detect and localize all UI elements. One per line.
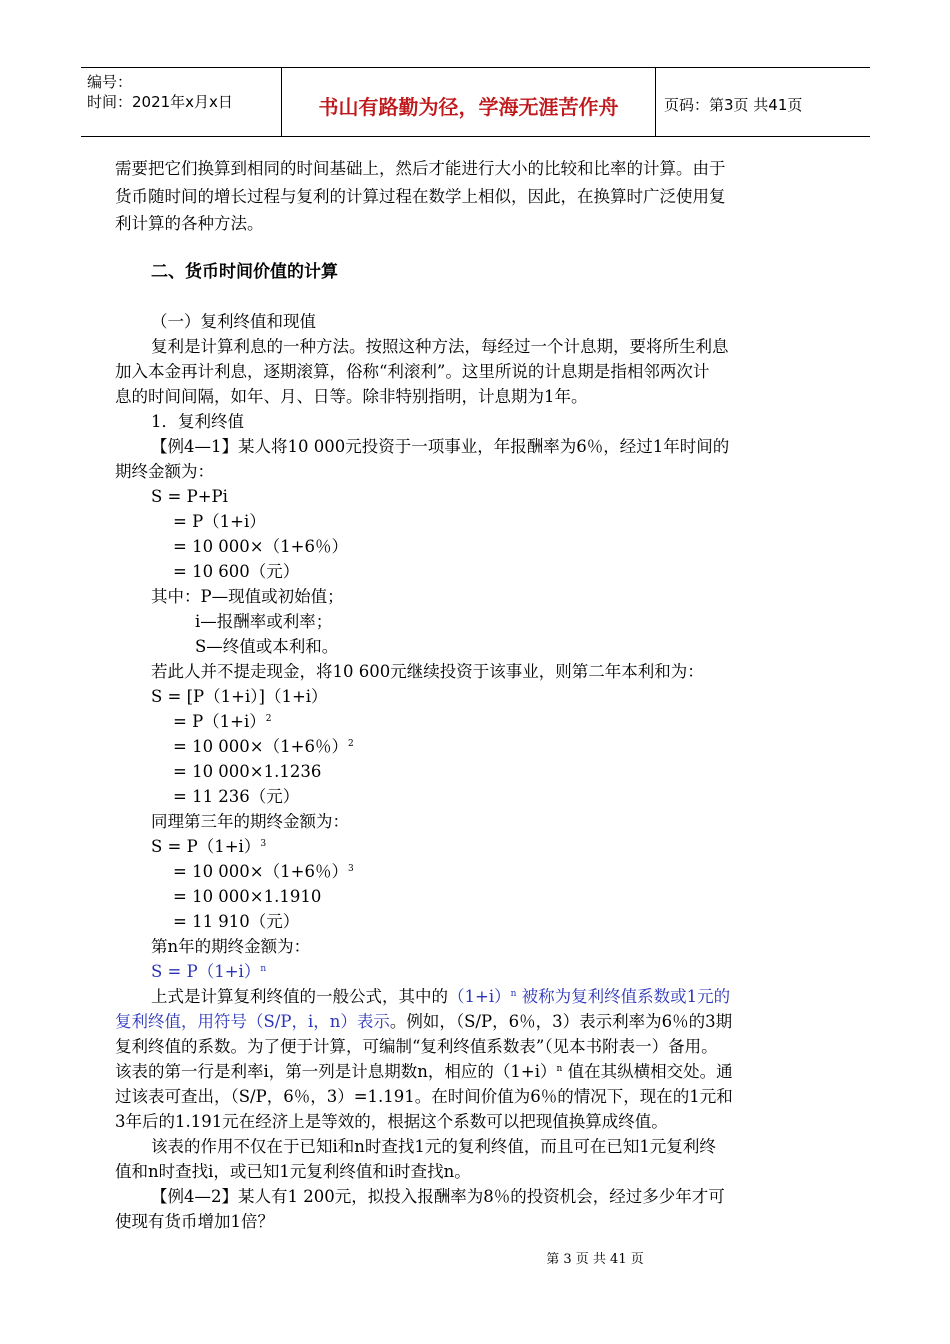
paragraph-line: 第n年的期终金额为： [151, 937, 311, 956]
formula-line: = 10 600（元） [173, 562, 300, 581]
definition-line: i—报酬率或利率； [195, 612, 333, 631]
header-motto: 书山有路勤为径，学海无涯苦作舟 [282, 68, 656, 136]
formula-line: = 10 000×1.1910 [173, 887, 322, 906]
paragraph-line: 需要把它们换算到相同的时间基础上，然后才能进行大小的比较和比率的计算。由于 [115, 159, 726, 178]
formula-line: = 11 910（元） [173, 912, 300, 931]
formula-line: S = P+Pi [151, 487, 228, 506]
formula-line: = 10 000×（1+6％） [173, 537, 348, 556]
definition-line: 其中：P—现值或初始值； [151, 587, 344, 606]
header-page-info: 页码：第3页 共41页 [664, 95, 803, 114]
formula-line: = 10 000×1.1236 [173, 762, 322, 781]
page-header [81, 67, 870, 137]
paragraph-line: 复利终值的系数。为了便于计算，可编制“复利终值系数表”（见本书附表一）备用。 [115, 1037, 718, 1056]
formula-line: = P（1+i） [173, 512, 266, 531]
formula-line: = 10 000×（1+6％）$^2$ [173, 737, 354, 756]
section-heading: 二、货币时间价值的计算 [151, 262, 338, 282]
example-line: 使现有货币增加1倍？ [115, 1212, 274, 1231]
paragraph-line: 3年后的1.191元在经济上是等效的，根据这个系数可以把现值换算成终值。 [115, 1112, 668, 1131]
paragraph-line: 货币随时间的增长过程与复利的计算过程在数学上相似，因此，在换算时广泛使用复 [115, 187, 726, 206]
paragraph-line: 息的时间间隔，如年、月、日等。除非特别指明，计息期为1年。 [115, 387, 588, 406]
formula-line: S = [P（1+i）]（1+i） [151, 687, 328, 706]
paragraph-line: 若此人并不提走现金，将10 600元继续投资于该事业，则第二年本利和为： [151, 662, 704, 681]
paragraph-line: 利计算的各种方法。 [115, 214, 264, 233]
page-footer: 第 3 页 共 41 页 [546, 1252, 644, 1267]
paragraph-line: 加入本金再计利息，逐期滚算，俗称“利滚利”。这里所说的计息期是指相邻两次计 [115, 362, 710, 381]
paragraph-line: 上式是计算复利终值的一般公式，其中的$(1+i)^n$ 被称为复利终值系数或1元的 [151, 987, 731, 1006]
example-line: 【例4—1】某人将10 000元投资于一项事业，年报酬率为6％，经过1年时间的 [151, 437, 730, 456]
paragraph-line: 过该表可查出，（S/P，6％，3）=1.191。在时间价值为6％的情况下，现在的1元和 [115, 1087, 733, 1106]
header-meta [81, 68, 282, 136]
paragraph-line: 值和n时查找i，或已知1元复利终值和i时查找n。 [115, 1162, 471, 1181]
example-line: 【例4—2】某人有1 200元，拟投入报酬率为8％的投资机会，经过多少年才可 [151, 1187, 725, 1206]
paragraph-line: 复利终值，用符号（S/P，i，n）表示。例如，（S/P，6％，3）表示利率为6％的3期 [115, 1012, 733, 1031]
number-label: 编号： [87, 73, 133, 91]
general-formula: $S = P(1+i)^n$ [151, 962, 267, 981]
formula-line: = 11 236（元） [173, 787, 300, 806]
example-line: 期终金额为： [115, 462, 214, 481]
time-label: 时间：2021年x月x日 [87, 93, 233, 111]
formula-line: = 10 000×（1+6％）$^3$ [173, 862, 354, 881]
paragraph-line: 同理第三年的期终金额为： [151, 812, 349, 831]
paragraph-line: 该表的第一行是利率i，第一列是计息期数n，相应的$(1+i)^n$ 值在其纵横相交处。通 [115, 1062, 733, 1081]
paragraph-line: 该表的作用不仅在于已知i和n时查找1元的复利终值，而且可在已知1元复利终 [151, 1137, 716, 1156]
definition-line: S—终值或本利和。 [195, 637, 339, 656]
paragraph-line: 复利是计算利息的一种方法。按照这种方法，每经过一个计息期，要将所生利息 [151, 337, 729, 356]
subsection-heading: （一）复利终值和现值 [151, 312, 316, 331]
formula-line: $S = P(1+i)^3$ [151, 837, 267, 856]
formula-line: = $P(1+i)^2$ [173, 712, 272, 731]
item-heading: 1．复利终值 [151, 412, 244, 431]
